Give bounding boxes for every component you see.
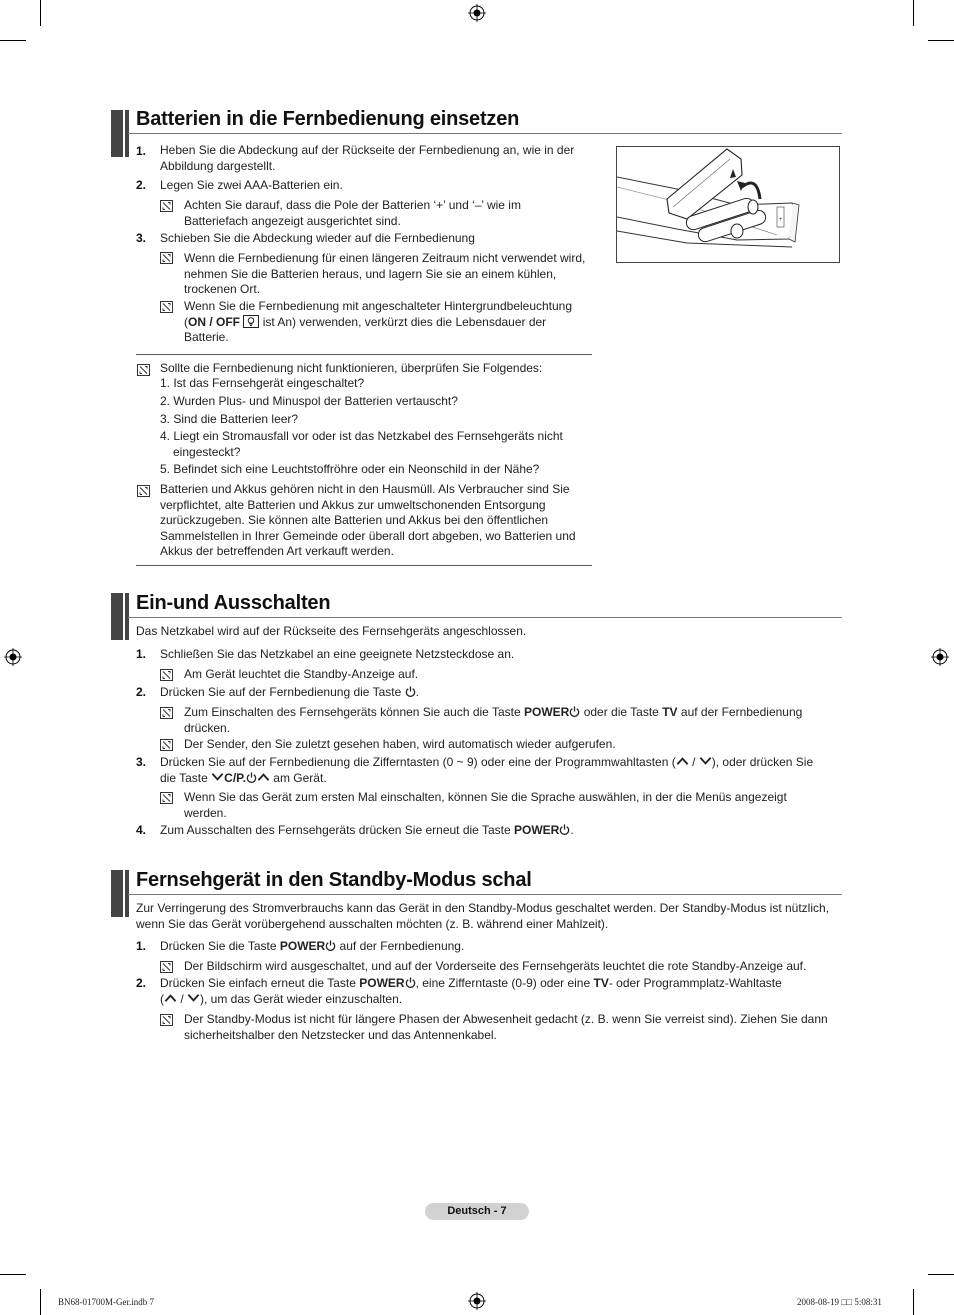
power-button-label: POWER [359, 976, 405, 990]
registration-mark-icon [468, 1292, 486, 1310]
note-icon [137, 485, 150, 497]
power-icon [405, 977, 416, 988]
print-date: 2008-08-19 □□ 5:08:31 [797, 1297, 882, 1307]
checklist-item: 3. Sind die Batterien leer? [160, 412, 299, 426]
title-rule [128, 617, 842, 618]
remote-battery-illustration [616, 146, 840, 263]
file-info: BN68-01700M-Ger.indb 7 [58, 1297, 154, 1307]
crop-mark [928, 1274, 954, 1275]
crop-mark [913, 1289, 914, 1315]
step-text-part: Drücken Sie die Taste [160, 939, 277, 953]
note-text-part: Zum Einschalten des Fernsehgeräts können Sie auch die Taste [184, 705, 521, 719]
note-text: Wenn die Fernbedienung für einen längeren Zeitraum nicht verwendet wird, nehmen Sie die Batterien heraus, und lagern Sie sie an einem kühlen, trockenen Ort. [184, 251, 586, 296]
note-icon [160, 739, 173, 751]
step-text: Drücken Sie auf der Fernbedienung die Zifferntasten (0 ~ 9) oder eine der Programmwahltasten ( / ), oder drücken Sie die Taste C/P. am Gerät. [160, 755, 814, 785]
crop-mark [0, 1274, 26, 1275]
step-text-part: Drücken Sie einfach erneut die Taste [160, 976, 356, 990]
svg-text:+: + [779, 217, 783, 223]
step-text-part: - oder Programmplatz-Wahltaste [608, 976, 782, 990]
step-number: 3. [136, 755, 147, 769]
note-text: Am Gerät leuchtet die Standby-Anzeige auf. [184, 667, 419, 681]
note-icon [160, 1014, 173, 1026]
intro-text: Zur Verringerung des Stromverbrauchs kann das Gerät in den Standby-Modus geschaltet werden. Der Standby-Modus ist nützlich, wenn Sie das Gerät vorübergehend ausschalten möchten (z. B. während einer Mahlzeit). [136, 901, 830, 931]
checklist-item: 4. Liegt ein Stromausfall vor oder ist das Netzkabel des Fernsehgeräts nicht [160, 429, 563, 443]
section-bar [111, 870, 123, 917]
step-text: Drücken Sie auf der Fernbedienung die Taste . [160, 685, 419, 699]
power-icon [246, 772, 257, 783]
note-text: Wenn Sie das Gerät zum ersten Mal einschalten, können Sie die Sprache auswählen, in der die Menüs angezeigt werden. [184, 790, 787, 820]
intro-text: Das Netzkabel wird auf der Rückseite des Fernsehgeräts angeschlossen. [136, 624, 527, 638]
page-number-label: Deutsch - 7 [425, 1203, 529, 1220]
note-text-part: Wenn Sie die Fernbedienung mit angeschalteter Hintergrundbeleuchtung [184, 299, 573, 313]
step-number: 2. [136, 976, 147, 990]
note-icon [137, 364, 150, 376]
backlight-lamp-icon [243, 315, 259, 328]
note-icon [160, 707, 173, 719]
section-title: Batterien in die Fernbedienung einsetzen [136, 108, 520, 130]
note-text: Wenn Sie die Fernbedienung mit angeschalteter Hintergrundbeleuchtung (ON / OFF ist An) verwenden, verkürzt dies die Lebensdauer der Batterie. [184, 299, 573, 344]
note-icon [160, 252, 173, 264]
note-text: Batterien und Akkus gehören nicht in den Hausmüll. Als Verbraucher sind Sie verpflichtet, alte Batterien und Akkus zur umweltschonenden Entsorgung zurückzugeben. Sie können alte Batterien und Akkus bei den öffentlichen Sammelstellen in Ihrer Gemeinde oder überall dort abgeben, wo Batterien und Akkus der betreffenden Art verkauft werden. [160, 482, 576, 558]
step-text-part: am Gerät. [273, 770, 327, 785]
step-number: 4. [136, 823, 147, 837]
step-text: Legen Sie zwei AAA-Batterien ein. [160, 178, 343, 192]
checklist-item: 5. Befindet sich eine Leuchtstoffröhre oder ein Neonschild in der Nähe? [160, 462, 540, 476]
registration-mark-icon [4, 648, 22, 666]
power-button-label: POWER [279, 939, 326, 953]
step-text-part: ), oder drücken Sie [711, 755, 814, 769]
tv-button-label: TV [662, 705, 678, 719]
power-icon [559, 824, 570, 835]
chevron-up-icon [257, 772, 270, 782]
step-text-part: Drücken Sie auf der Fernbedienung die Taste [160, 685, 402, 699]
tv-button-label: TV [593, 976, 609, 990]
registration-mark-icon [931, 648, 949, 666]
section-title: Fernsehgerät in den Standby-Modus schal [136, 869, 532, 891]
step-number: 1. [136, 647, 147, 661]
checklist-item: eingesteckt? [173, 445, 241, 459]
step-text-part: Drücken Sie auf der Fernbedienung die Zifferntasten (0 ~ 9) oder eine der Programmwahltasten ( [160, 755, 676, 769]
note-text: Der Standby-Modus ist nicht für längere Phasen der Abwesenheit gedacht (z. B. wenn Sie verreist sind). Ziehen Sie dann sicherheitshalber den Netzstecker und das Antennenkabel. [184, 1012, 828, 1042]
step-text-part: die Taste [160, 770, 208, 785]
power-button-label: POWER [524, 705, 570, 719]
step-text-part: auf der Fernbedienung. [339, 939, 465, 953]
note-icon [160, 301, 173, 313]
step-text-part: , eine Zifferntaste (0-9) oder eine [415, 976, 591, 990]
step-number: 3. [136, 231, 147, 245]
step-number: 1. [136, 939, 147, 953]
step-text: Schließen Sie das Netzkabel an eine geeignete Netzsteckdose an. [160, 647, 515, 661]
note-text: Der Bildschirm wird ausgeschaltet, und auf der Vorderseite des Fernsehgeräts leuchtet die rote Standby-Anzeige auf. [184, 959, 807, 973]
cp-button-label: C/P. [224, 770, 246, 785]
checklist-item: 2. Wurden Plus- und Minuspol der Batterien vertauscht? [160, 394, 458, 408]
step-text: Drücken Sie einfach erneut die Taste POWER , eine Zifferntaste (0-9) oder eine TV- oder Programmplatz-Wahltaste ( / ), um das Gerät wieder einzuschalten. [160, 976, 782, 1006]
chevron-down-icon [187, 993, 200, 1003]
power-button-label: POWER [514, 823, 560, 837]
registration-mark-icon [468, 4, 486, 22]
note-text-part: oder die Taste [583, 705, 659, 719]
note-icon [160, 200, 173, 212]
step-text-part: ), um das Gerät wieder einzuschalten. [200, 991, 403, 1006]
checklist-item: 1. Ist das Fernsehgerät eingeschaltet? [160, 376, 365, 390]
section-bar [111, 110, 123, 157]
section-bar [111, 593, 123, 640]
step-text [160, 939, 820, 955]
title-rule [128, 894, 842, 895]
power-icon [325, 940, 336, 951]
box-bottom-rule [136, 565, 592, 566]
crop-mark [928, 40, 954, 41]
note-icon [160, 792, 173, 804]
crop-mark [40, 1289, 41, 1315]
crop-mark [913, 0, 914, 26]
note-text: Der Sender, den Sie zuletzt gesehen haben, wird automatisch wieder aufgerufen. [184, 737, 616, 751]
chevron-down-icon [699, 756, 712, 766]
section-title: Ein-und Ausschalten [136, 592, 331, 614]
crop-mark [0, 40, 26, 41]
note-icon [160, 669, 173, 681]
step-text: Schieben Sie die Abdeckung wieder auf die Fernbedienung [160, 231, 475, 245]
step-text-part: Zum Ausschalten des Fernsehgeräts drücken Sie erneut die Taste [160, 823, 511, 837]
title-rule [128, 133, 842, 134]
step-text: Zum Ausschalten des Fernsehgeräts drücken Sie erneut die Taste POWER . [160, 823, 574, 837]
note-text [184, 705, 834, 736]
step-text: Heben Sie die Abdeckung auf der Rückseite der Fernbedienung an, wie in der Abbildung dargestellt. [160, 143, 575, 173]
note-text-part: ist An) verwenden, verkürzt dies die Lebensdauer der Batterie. [184, 314, 547, 344]
crop-mark [40, 0, 41, 26]
box-top-rule [136, 354, 592, 355]
power-icon [569, 706, 580, 717]
note-text-part: auf der Fernbedienung drücken. [184, 705, 803, 735]
chevron-up-icon [164, 993, 177, 1003]
note-icon [160, 961, 173, 973]
step-number: 2. [136, 178, 147, 192]
chevron-down-icon [211, 772, 224, 782]
step-number: 2. [136, 685, 147, 699]
note-text: Sollte die Fernbedienung nicht funktionieren, überprüfen Sie Folgendes: [160, 361, 543, 375]
step-number: 1. [136, 144, 147, 158]
note-text: Achten Sie darauf, dass die Pole der Batterien ‘+’ und ‘–’ wie im Batteriefach angezeigt ausgerichtet sind. [184, 198, 521, 228]
chevron-up-icon [676, 756, 689, 766]
power-icon [405, 686, 416, 697]
on-off-button-label: ON / OFF [188, 314, 240, 329]
